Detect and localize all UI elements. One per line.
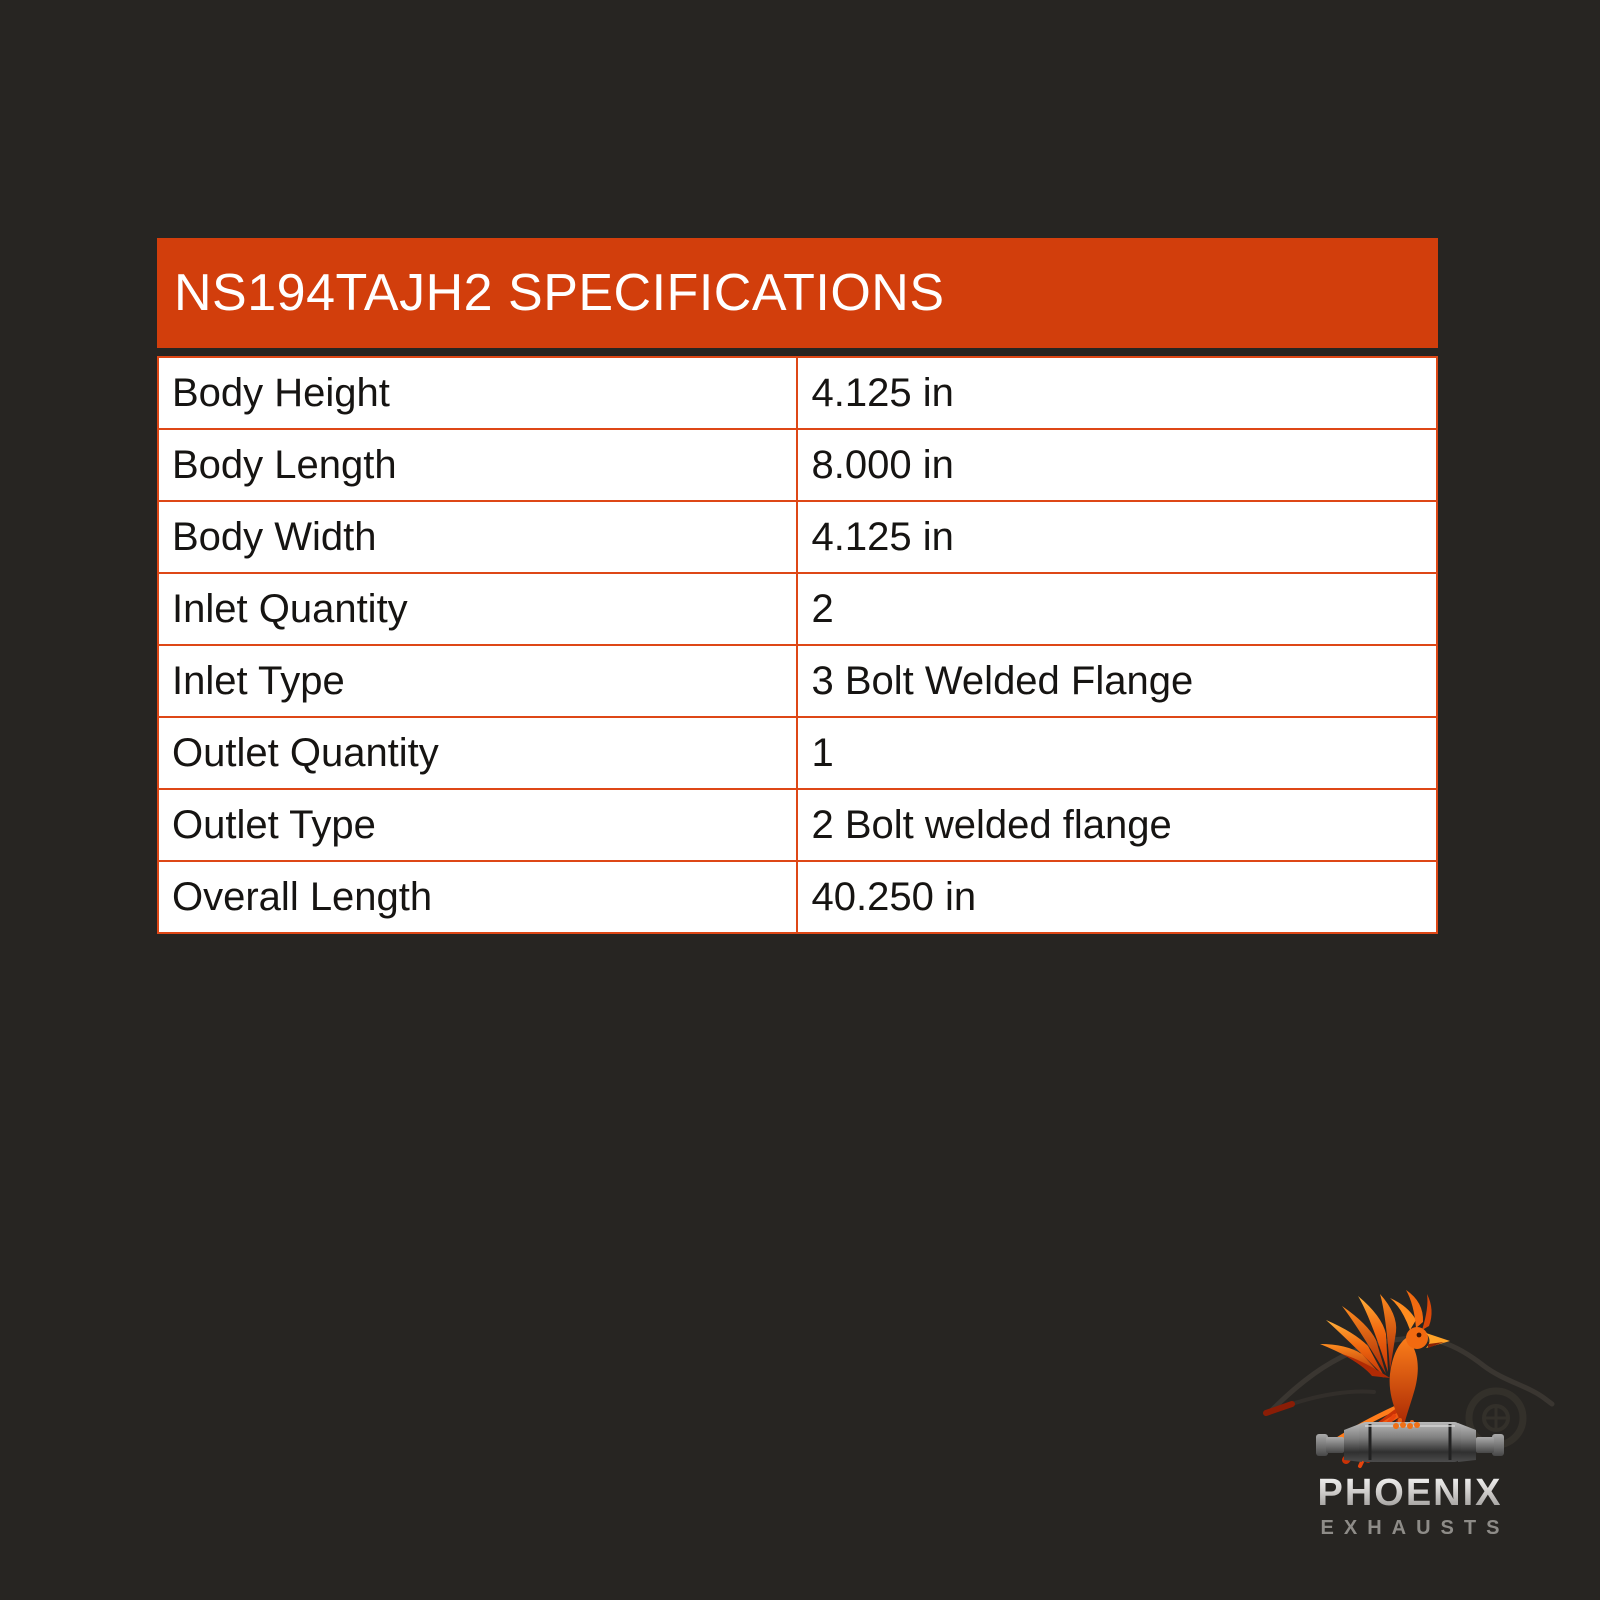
table-row <box>159 500 1436 572</box>
table-row <box>159 428 1436 500</box>
spec-value: 2 <box>811 586 834 631</box>
spec-value: 3 Bolt Welded Flange <box>811 658 1194 703</box>
spec-card <box>157 238 1438 934</box>
spec-value: 1 <box>811 730 834 775</box>
spec-value: 40.250 in <box>811 874 977 919</box>
spec-table <box>157 356 1438 934</box>
spec-label: Outlet Quantity <box>159 718 798 788</box>
spec-label: Overall Length <box>159 862 798 932</box>
table-row <box>159 644 1436 716</box>
spec-label: Body Length <box>159 430 798 500</box>
spec-label: Outlet Type <box>159 790 798 860</box>
spec-value: 8.000 in <box>811 442 954 487</box>
spec-label: Inlet Quantity <box>159 574 798 644</box>
muffler-icon <box>1316 1422 1504 1462</box>
brand-tagline: EXHAUSTS <box>1320 1517 1510 1539</box>
table-row <box>159 358 1436 428</box>
spec-label: Inlet Type <box>159 646 798 716</box>
spec-title: NS194TAJH2 SPECIFICATIONS <box>174 264 945 322</box>
table-row <box>159 788 1436 860</box>
table-row <box>159 716 1436 788</box>
phoenix-logo-icon <box>1256 1280 1564 1478</box>
spec-value: 4.125 in <box>811 514 954 559</box>
spec-value: 2 Bolt welded flange <box>811 802 1172 847</box>
table-row <box>159 572 1436 644</box>
brand-name: PHOENIX <box>1317 1472 1503 1514</box>
brand-logo <box>1256 1280 1564 1540</box>
table-row <box>159 860 1436 932</box>
spec-label: Body Width <box>159 502 798 572</box>
spec-title-bar <box>157 238 1438 348</box>
spec-value: 4.125 in <box>811 370 954 415</box>
spec-label: Body Height <box>159 358 798 428</box>
